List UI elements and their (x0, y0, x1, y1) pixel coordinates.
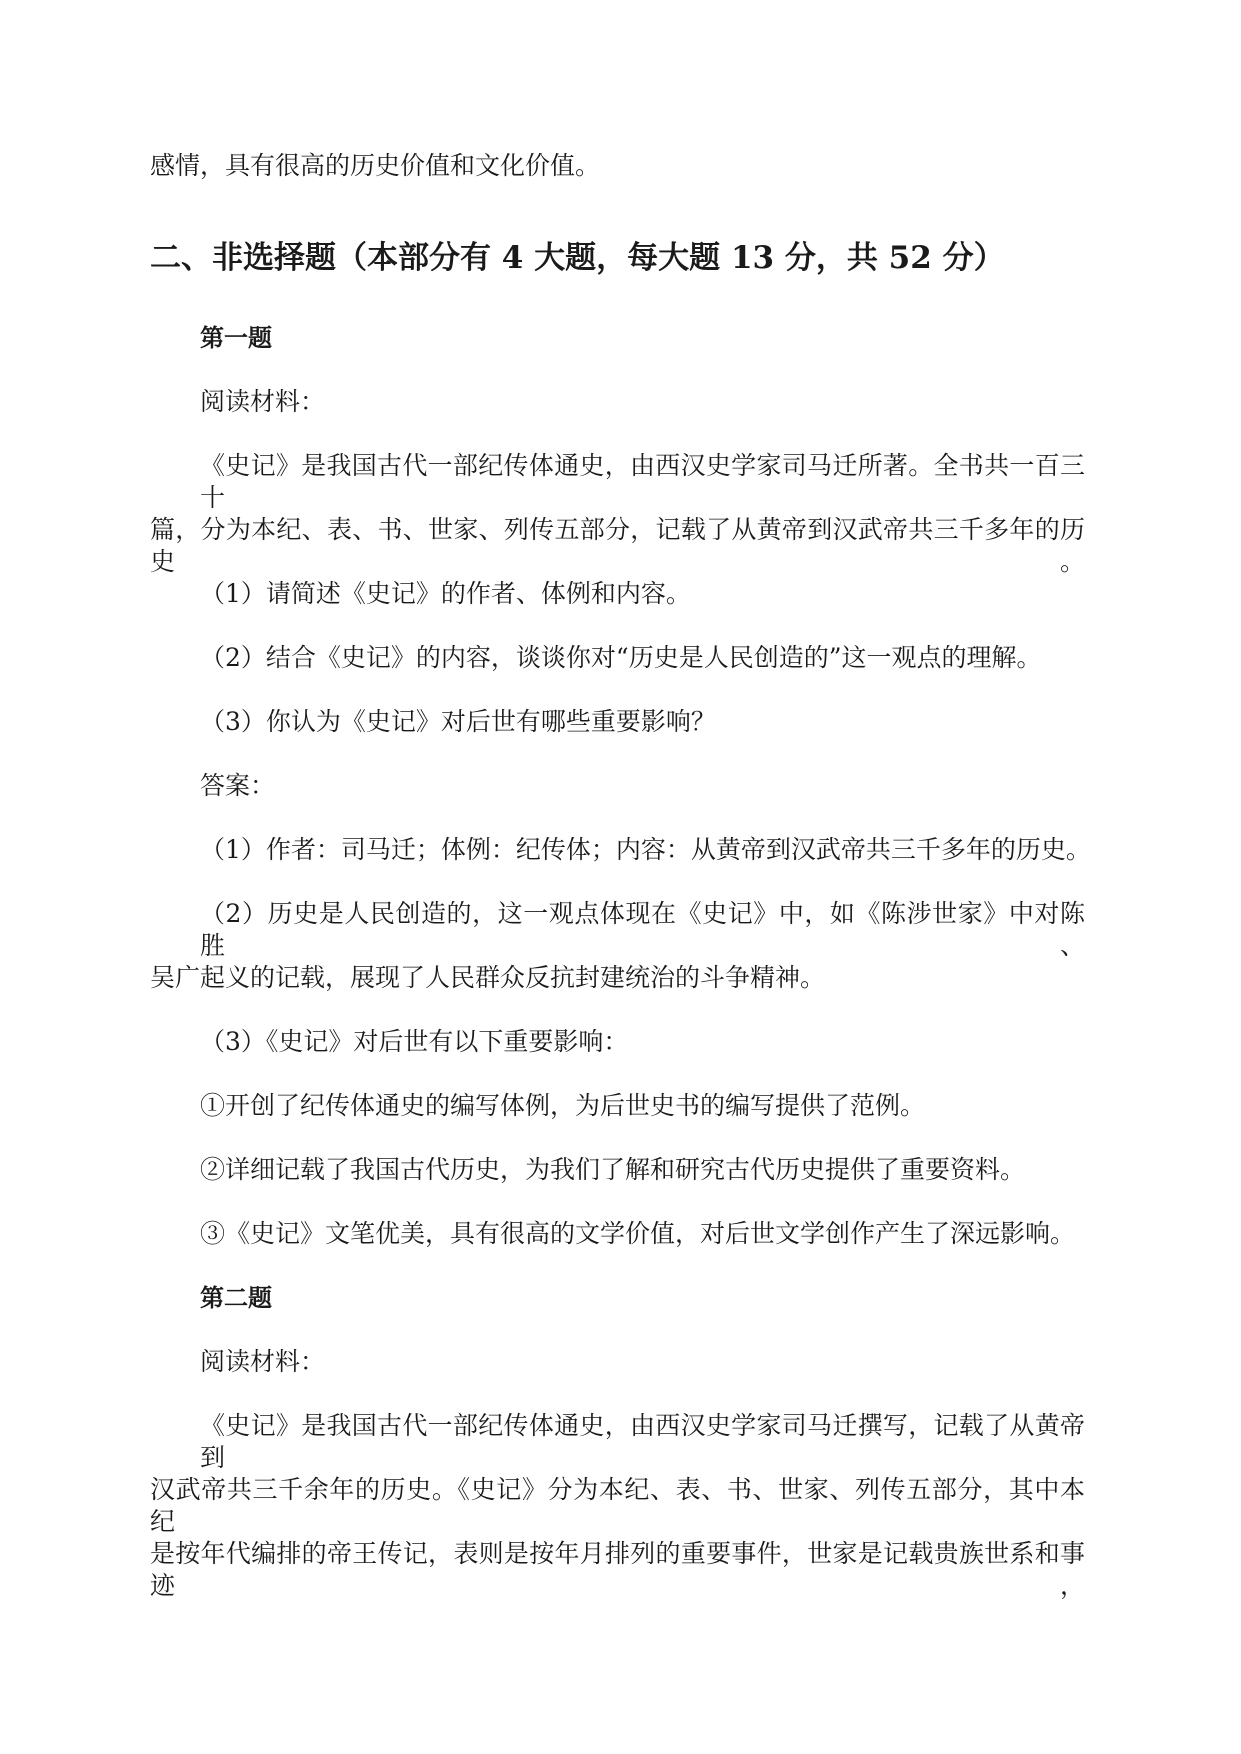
q1-answer-3-item-2: ②详细记载了我国古代历史，为我们了解和研究古代历史提供了重要资料。 (200, 1155, 1026, 1184)
q1-material-line-2: 篇，分为本纪、表、书、世家、列传五部分，记载了从黄帝到汉武帝共三千多年的历史。 (150, 515, 1085, 576)
intro-tail-text: 感情，具有很高的历史价值和文化价值。 (150, 151, 601, 180)
question-2-title: 第二题 (200, 1283, 272, 1312)
q1-material-label: 阅读材料： (200, 387, 326, 416)
question-1-title: 第一题 (200, 323, 272, 352)
q1-question-2: （2）结合《史记》的内容，谈谈你对“历史是人民创造的”这一观点的理解。 (200, 643, 1042, 672)
q1-answer-2-line-1: （2）历史是人民创造的，这一观点体现在《史记》中，如《陈涉世家》中对陈胜、 (200, 899, 1085, 960)
q1-answer-3-item-3: ③《史记》文笔优美，具有很高的文学价值，对后世文学创作产生了深远影响。 (200, 1219, 1076, 1248)
q2-material-line-3: 是按年代编排的帝王传记，表则是按年月排列的重要事件，世家是记载贵族世系和事迹， (150, 1539, 1085, 1600)
q1-answer-3-intro: （3）《史记》对后世有以下重要影响： (200, 1027, 629, 1056)
q2-material-line-2: 汉武帝共三千余年的历史。《史记》分为本纪、表、书、世家、列传五部分，其中本纪 (150, 1475, 1085, 1536)
q1-answer-3-item-1: ①开创了纪传体通史的编写体例，为后世史书的编写提供了范例。 (200, 1091, 926, 1120)
q1-question-3: （3）你认为《史记》对后世有哪些重要影响？ (200, 707, 716, 736)
q1-answer-2-line-2: 吴广起义的记载，展现了人民群众反抗封建统治的斗争精神。 (150, 963, 826, 992)
section-title: 二、非选择题（本部分有 4 大题，每大题 13 分，共 52 分） (150, 240, 1005, 276)
q2-material-line-1: 《史记》是我国古代一部纪传体通史，由西汉史学家司马迁撰写，记载了从黄帝到 (200, 1411, 1085, 1472)
q1-answer-1: （1）作者：司马迁；体例：纪传体；内容：从黄帝到汉武帝共三千多年的历史。 (200, 835, 1091, 864)
q1-answer-label: 答案： (200, 771, 276, 800)
q1-material-line-1: 《史记》是我国古代一部纪传体通史，由西汉史学家司马迁所著。全书共一百三十 (200, 451, 1085, 512)
q1-question-1: （1）请简述《史记》的作者、体例和内容。 (200, 579, 691, 608)
q2-material-label: 阅读材料： (200, 1347, 326, 1376)
